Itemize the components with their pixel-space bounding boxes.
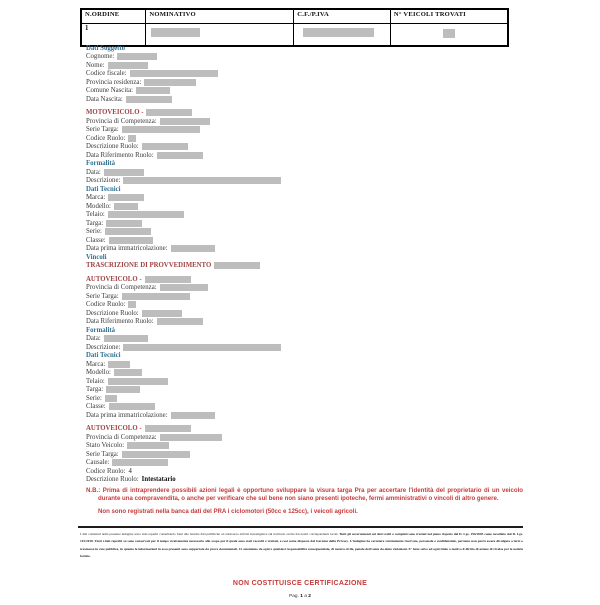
field-descrizione-ruolo <box>86 476 281 485</box>
field-label: Serie: <box>86 394 102 402</box>
field-label: Serie Targa: <box>86 292 119 300</box>
section-heading-label: Formalità <box>86 326 116 334</box>
field-nome <box>86 61 281 70</box>
field-data-riferimento-ruolo <box>86 151 281 160</box>
section-heading-label: Dati Tecnici <box>86 185 121 193</box>
section-heading-trascrizione <box>86 262 281 271</box>
field-modello <box>86 369 281 378</box>
table-header-row <box>81 9 508 24</box>
redacted-value <box>171 412 215 419</box>
page-separator: a <box>304 594 307 599</box>
field-label: Modello: <box>86 369 111 377</box>
field-label: Codice fiscale: <box>86 70 127 78</box>
redacted-value <box>160 118 210 125</box>
page-prefix: Pag. <box>289 594 299 599</box>
table-row <box>81 24 508 47</box>
sections <box>86 44 281 484</box>
section-heading-label: MOTOVEICOLO - <box>86 109 144 117</box>
field-codice-ruolo <box>86 301 281 310</box>
field-data <box>86 168 281 177</box>
page-total: 2 <box>308 594 311 599</box>
field-data-riferimento-ruolo <box>86 318 281 327</box>
field-descrizione-ruolo <box>86 143 281 152</box>
section-heading-autoveicolo-2 <box>86 425 281 434</box>
field-label: Descrizione Ruolo: <box>86 143 139 151</box>
field-label: Data Riferimento Ruolo: <box>86 318 154 326</box>
section-heading-vincoli <box>86 253 281 262</box>
redacted-cf-piva <box>303 28 374 37</box>
field-label: Codice Ruolo: <box>86 467 126 475</box>
redacted-value <box>128 301 136 308</box>
section-heading-motoveicolo <box>86 109 281 118</box>
field-label: Provincia di Competenza: <box>86 117 157 125</box>
redacted-value <box>160 434 222 441</box>
redacted-value <box>145 425 191 432</box>
section-heading-dati-soggetto <box>86 44 281 53</box>
redacted-value <box>117 53 157 60</box>
pra-exclusion-note: Non sono registrati nella banca dati del PRA i ciclomotori (50cc e 125cc), i veicoli agricoli. <box>98 508 358 516</box>
section-heading-dati-tecnici-1 <box>86 185 281 194</box>
field-label: Descrizione: <box>86 343 121 351</box>
field-serie-targa <box>86 450 281 459</box>
nb-warning-text: N.B.: Prima di intraprendere possibili azioni legali è opportuno sviluppare la visura targa Pra per accertare l'identità del proprietario di un veicolo durante una compravendita, o anche per verificare che sul bene non siano presenti ipoteche, fermi amministrativi o vincoli di altro genere. <box>86 487 523 502</box>
field-comune-nascita <box>86 87 281 96</box>
field-label: Stato Veicolo: <box>86 442 125 450</box>
section-autoveicolo-2 <box>86 425 281 485</box>
redacted-value <box>114 369 142 376</box>
field-label: Classe: <box>86 403 106 411</box>
col-header-cf-piva: C.F./P.IVA <box>294 9 391 24</box>
field-descrizione <box>86 177 281 186</box>
redacted-value <box>108 211 184 218</box>
field-label: Serie Targa: <box>86 126 119 134</box>
field-cognome <box>86 53 281 62</box>
section-heading-label: Formalità <box>86 160 116 168</box>
cell-cf-piva <box>294 24 391 47</box>
cell-n-ordine: 1 <box>81 24 146 47</box>
page-current: 1 <box>300 594 303 599</box>
field-codice-ruolo <box>86 134 281 143</box>
field-codice-fiscale <box>86 70 281 79</box>
redacted-value <box>142 310 182 317</box>
field-data-prima-immatricolazione <box>86 411 281 420</box>
field-descrizione <box>86 343 281 352</box>
redacted-value <box>157 152 203 159</box>
section-heading-label: Vincoli <box>86 253 107 261</box>
redacted-value <box>146 109 192 116</box>
redacted-value <box>106 386 140 393</box>
section-heading-dati-tecnici-2 <box>86 352 281 361</box>
field-targa <box>86 219 281 228</box>
field-label: Marca: <box>86 360 106 368</box>
field-label: Codice Ruolo: <box>86 134 126 142</box>
field-label: Descrizione Ruolo: <box>86 309 139 317</box>
redacted-value <box>108 194 144 201</box>
col-header-veicoli-trovati: N° VEICOLI TROVATI <box>390 9 508 24</box>
section-heading-formalita-2 <box>86 326 281 335</box>
redacted-value <box>157 318 203 325</box>
redacted-value <box>122 126 200 133</box>
field-serie <box>86 228 281 237</box>
field-data <box>86 335 281 344</box>
field-causale <box>86 459 281 468</box>
section-heading-label: Dati Tecnici <box>86 352 121 360</box>
field-stato-veicolo <box>86 442 281 451</box>
redacted-value <box>122 293 190 300</box>
redacted-value <box>123 177 281 184</box>
field-label: Data: <box>86 168 101 176</box>
field-label: Telaio: <box>86 377 105 385</box>
certification-disclaimer: NON COSTITUISCE CERTIFICAZIONE <box>232 580 368 587</box>
redacted-veicoli-count <box>443 29 455 38</box>
section-heading-label: Dati Soggetto <box>86 44 126 52</box>
redacted-value <box>214 262 260 269</box>
field-label: Data Nascita: <box>86 95 123 103</box>
col-header-n-ordine: N.ORDINE <box>81 9 146 24</box>
field-label: Descrizione Ruolo: <box>86 476 139 484</box>
redacted-value <box>106 220 142 227</box>
field-label: Cognome: <box>86 53 115 61</box>
field-label: Provincia di Competenza: <box>86 433 157 441</box>
field-data-nascita <box>86 95 281 104</box>
redacted-value <box>122 451 190 458</box>
redacted-value <box>104 335 148 342</box>
section-autoveicolo-1 <box>86 275 281 326</box>
field-provincia-residenza <box>86 78 281 87</box>
field-classe <box>86 403 281 412</box>
field-label: Targa: <box>86 219 104 227</box>
redacted-value <box>160 284 208 291</box>
field-targa <box>86 386 281 395</box>
redacted-value <box>108 62 148 69</box>
redacted-value <box>144 79 196 86</box>
redacted-value <box>123 344 281 351</box>
field-label: Telaio: <box>86 211 105 219</box>
fine-print <box>80 531 523 561</box>
section-vincoli <box>86 253 281 262</box>
field-label: Serie Targa: <box>86 450 119 458</box>
field-label: Provincia residenza: <box>86 78 142 86</box>
field-provincia-di-competenza <box>86 433 281 442</box>
field-label: Data Riferimento Ruolo: <box>86 151 154 159</box>
field-marca <box>86 194 281 203</box>
redacted-value <box>105 395 117 402</box>
section-motoveicolo <box>86 109 281 160</box>
section-dati-tecnici-2 <box>86 352 281 420</box>
section-heading-autoveicolo-1 <box>86 275 281 284</box>
redacted-value <box>127 442 169 449</box>
field-label: Serie: <box>86 228 102 236</box>
section-formalita-2 <box>86 326 281 352</box>
section-heading-label: AUTOVEICOLO - <box>86 275 142 283</box>
field-value: Intestatario <box>141 476 176 484</box>
field-provincia-di-competenza <box>86 117 281 126</box>
col-header-nominativo: NOMINATIVO <box>146 9 294 24</box>
redacted-value <box>109 237 153 244</box>
redacted-value <box>109 403 155 410</box>
section-dati-soggetto <box>86 44 281 104</box>
field-label: Nome: <box>86 61 105 69</box>
page-number <box>0 594 600 599</box>
field-provincia-di-competenza <box>86 284 281 293</box>
fine-print-legal: Tutti gli accertamenti sui dati svolti e compiuti sono trattati nel pieno rispetto del D. Lgs. 196/2003 come novellato dal D. Lgs. 101/2018. Tutti i dati reperiti su sono conservati per il tempo strettamente necessario allo scopo per il quale sono stati raccolti e trattati, e così come disposto dal Garante della Privacy. L'indagine ha carattere strettamente riservato, personale e confidenziale, pertanto non potrà essere divulgata a terzi o trasmessa in rete pubblica, in quanto le informazioni in essa presenti sono supportate da prove documentali. Ci asteniamo da ogni e qualsiasi responsabilità conseguenziale, di natura civile, penale derivante da dette violazioni. E' fatto salvo ad ogni titolo o motivo il diritto di azione di rivalsa per le notizie fornite. <box>80 532 523 559</box>
field-label: Descrizione: <box>86 177 121 185</box>
field-codice-ruolo <box>86 467 281 476</box>
section-heading-label: TRASCRIZIONE DI PROVVEDIMENTO <box>86 262 212 270</box>
section-heading-label: AUTOVEICOLO - <box>86 425 142 433</box>
results-table <box>80 8 509 47</box>
field-marca <box>86 360 281 369</box>
redacted-value <box>126 96 172 103</box>
notes-block <box>86 487 523 516</box>
separator-line <box>78 526 523 528</box>
field-classe <box>86 236 281 245</box>
field-label: Targa: <box>86 386 104 394</box>
field-serie-targa <box>86 126 281 135</box>
redacted-value <box>171 245 215 252</box>
field-value: 4 <box>128 467 132 475</box>
section-trascrizione <box>86 262 281 271</box>
field-label: Marca: <box>86 194 106 202</box>
field-label: Comune Nascita: <box>86 87 134 95</box>
field-label: Classe: <box>86 236 106 244</box>
cell-veicoli-trovati <box>390 24 508 47</box>
field-label: Causale: <box>86 459 110 467</box>
section-formalita-1 <box>86 160 281 186</box>
redacted-value <box>104 169 144 176</box>
redacted-value <box>114 203 138 210</box>
field-label: Data prima immatricolazione: <box>86 411 168 419</box>
field-label: Provincia di Competenza: <box>86 284 157 292</box>
redacted-value <box>130 70 218 77</box>
field-serie <box>86 394 281 403</box>
redacted-value <box>128 135 136 142</box>
field-telaio <box>86 377 281 386</box>
section-dati-tecnici-1 <box>86 185 281 253</box>
cell-nominativo <box>146 24 294 47</box>
redacted-value <box>112 459 168 466</box>
redacted-value <box>142 143 188 150</box>
field-modello <box>86 202 281 211</box>
redacted-value <box>145 276 191 283</box>
field-serie-targa <box>86 292 281 301</box>
field-data-prima-immatricolazione <box>86 245 281 254</box>
field-label: Data: <box>86 335 101 343</box>
field-telaio <box>86 211 281 220</box>
field-label: Codice Ruolo: <box>86 301 126 309</box>
redacted-value <box>108 361 130 368</box>
field-descrizione-ruolo <box>86 309 281 318</box>
redacted-nominativo <box>151 28 200 37</box>
field-label: Data prima immatricolazione: <box>86 245 168 253</box>
section-heading-formalita-1 <box>86 160 281 169</box>
redacted-value <box>105 228 151 235</box>
fine-print-intro: I dati contenuti nella presente indagine sono stati reperiti consultando fonti alle banche dati pubbliche od attraverso attività investigative sul territorio svolte dai nostri corrispondenti locali. <box>80 532 339 536</box>
redacted-value <box>136 87 170 94</box>
redacted-value <box>108 378 168 385</box>
field-label: Modello: <box>86 202 111 210</box>
